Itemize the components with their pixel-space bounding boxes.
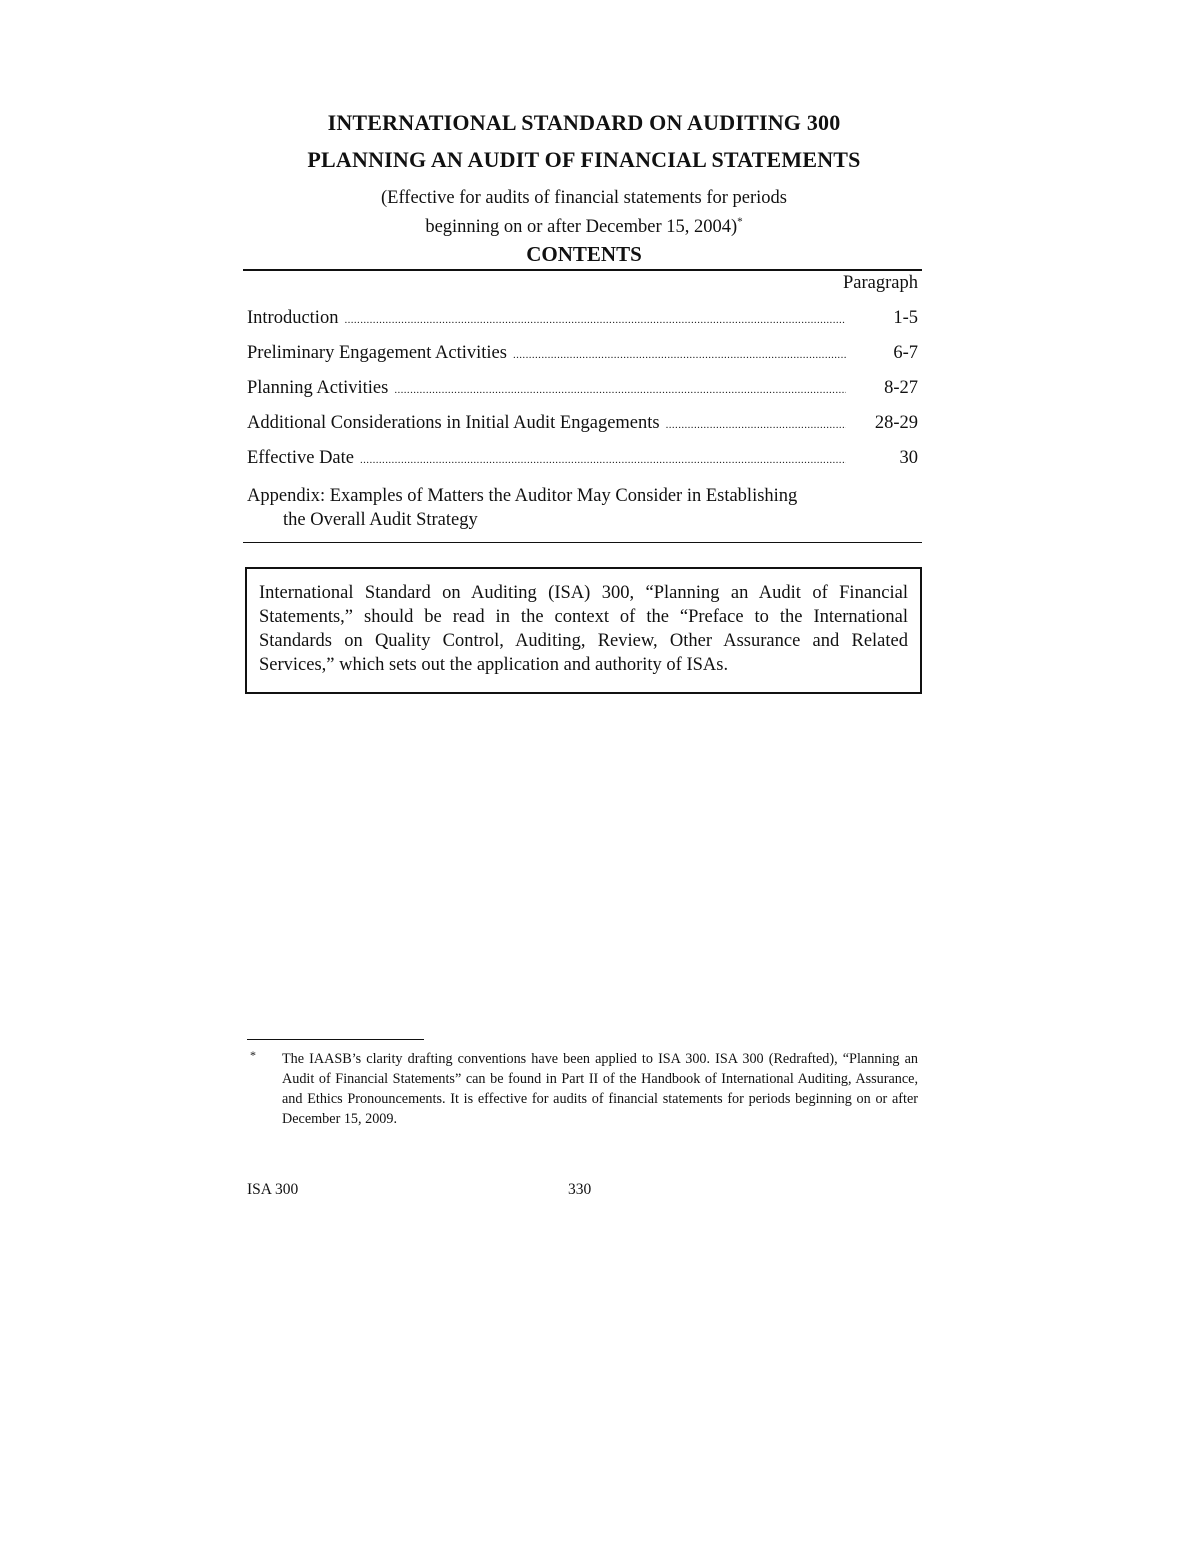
toc-leader-dots <box>666 419 846 431</box>
effective-date-note <box>0 186 1168 239</box>
effective-date-line-1: (Effective for audits of financial statements for periods <box>381 188 787 208</box>
footnote-reference: * <box>737 216 743 228</box>
toc-entry-label: Planning Activities <box>247 378 389 398</box>
toc-entry-label: Preliminary Engagement Activities <box>247 343 507 363</box>
footer-section-label: ISA 300 <box>247 1181 299 1198</box>
footnote-marker: * <box>250 1048 256 1062</box>
page-number: 330 <box>568 1181 592 1198</box>
toc-appendix-entry <box>247 484 867 532</box>
contents-top-rule <box>243 269 922 271</box>
toc-leader-dots <box>513 349 846 361</box>
toc-entry <box>247 343 918 369</box>
toc-leader-dots <box>394 384 846 396</box>
toc-entry <box>247 413 918 439</box>
toc-entry-paragraphs: 28-29 <box>874 413 918 433</box>
footnote-text: The IAASB’s clarity drafting conventions have been applied to ISA 300. ISA 300 (Redrafted), “Planning an Audit of Financial Statements” can be found in Part II of the Handbook of International Auditing, Assurance, and Ethics Pronouncements. It is effective for audits of financial statements for periods beginning on or after December 15, 2009. <box>282 1051 918 1127</box>
toc-entry <box>247 378 918 404</box>
toc-entry-paragraphs: 30 <box>899 448 918 468</box>
appendix-line-2: the Overall Audit Strategy <box>283 510 478 530</box>
toc-leader-dots <box>360 454 846 466</box>
toc-entry <box>247 448 918 474</box>
notice-text: International Standard on Auditing (ISA) 300, “Planning an Audit of Financial Statements,” should be read in the context of the “Preface to the International Standards on Quality Control, Auditing, Review, Other Assurance and Related Services,” which sets out the application and authority of ISAs. <box>259 583 908 675</box>
toc-entry-label: Additional Considerations in Initial Audit Engagements <box>247 413 660 433</box>
notice-box <box>245 567 922 694</box>
toc-leader-dots <box>344 314 846 326</box>
effective-date-line-2: beginning on or after December 15, 2004) <box>425 217 738 238</box>
paragraph-column-header: Paragraph <box>843 273 918 293</box>
appendix-line-1: Appendix: Examples of Matters the Auditor May Consider in Establishing <box>247 486 798 506</box>
toc-entry-label: Effective Date <box>247 448 354 468</box>
toc-entry-label: Introduction <box>247 308 339 328</box>
contents-heading: CONTENTS <box>526 242 642 266</box>
toc-entry <box>247 308 918 334</box>
toc-entry-paragraphs: 1-5 <box>893 308 918 328</box>
contents-bottom-rule <box>243 542 922 543</box>
document-title: INTERNATIONAL STANDARD ON AUDITING 300 <box>327 110 841 135</box>
footnote-separator <box>247 1039 424 1040</box>
toc-entry-paragraphs: 8-27 <box>884 378 918 398</box>
document-subtitle: PLANNING AN AUDIT OF FINANCIAL STATEMENTS <box>307 147 861 172</box>
toc-entry-paragraphs: 6-7 <box>893 343 918 363</box>
